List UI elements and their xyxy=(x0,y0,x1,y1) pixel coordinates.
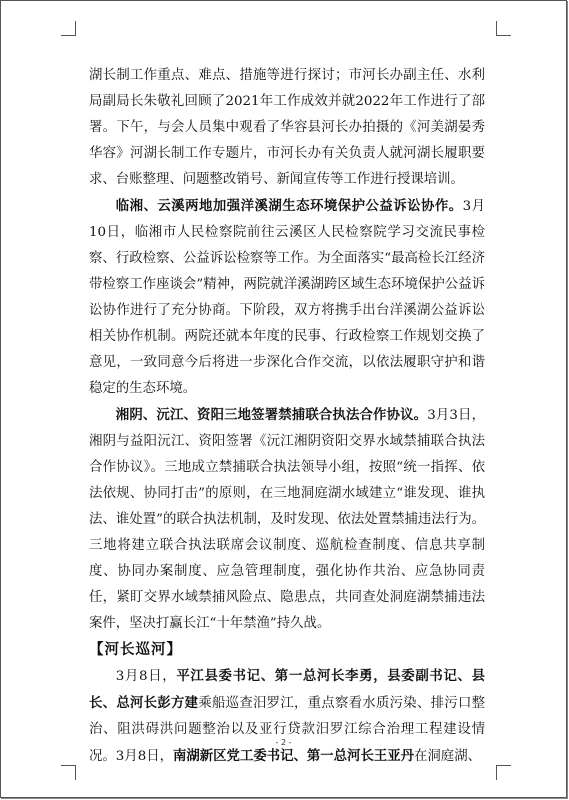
crop-mark-bottom-right xyxy=(496,765,511,780)
section-heading: 【河长巡河】 xyxy=(89,641,182,658)
paragraph-1: 湖长制工作重点、难点、措施等进行探讨；市河长办副主任、水利局副局长朱敬礼回顾了2021年工作成效并就2022年工作进行了部署。下午，与会人员集中观看了华容县河长办拍摄的《河美湖晏秀华容》河湖长制工作专题片，市河长办有关负责人就河湖长履职要求、台账整理、问题整改销号、新闻宣传等工作进行授课培训。 xyxy=(89,68,485,187)
paragraph-4-officials-2: 南湖新区党工委书记、第一总河长王亚丹 xyxy=(173,748,415,764)
paragraph-4-tail: 在洞庭湖、 xyxy=(414,749,481,764)
paragraph-3-body: 3月3日，湘阴与益阳沅江、资阳签署《沅江湘阴资阳交界水域禁捕联合执法合作协议》。三地成立禁捕联合执法领导小组，按照“统一指挥、依法依规、协同打击”的原则，在三地洞庭湖水域建立“谁发现、谁执法、谁处置”的联合执法机制，及时发现、依法处置禁捕违法行为。三地将建立联合执法联席会议制度、巡航检查制度、信息共享制度、协同办案制度、应急管理制度，强化协作共治、应急协同责任，紧盯交界水域禁捕风险点、隐患点，共同查处洞庭湖禁捕违法案件，坚决打赢长江“十年禁渔”持久战。 xyxy=(89,408,485,631)
paragraph-3 xyxy=(89,402,485,637)
paragraph-2 xyxy=(89,193,485,402)
crop-mark-top-right xyxy=(496,21,511,36)
paragraph-2-title: 临湘、云溪两地加强洋溪湖生态环境保护公益诉讼协作。 xyxy=(115,198,463,214)
crop-mark-bottom-left xyxy=(61,765,76,780)
page-number: - 2 - xyxy=(275,738,292,747)
body-text xyxy=(89,63,485,770)
paragraph-4-date: 3月8日， xyxy=(115,669,177,684)
crop-mark-top-left xyxy=(61,21,76,36)
paragraph-4-body: 乘船巡查汨罗江，重点察看水质污染、排污口整治、阻洪碍洪问题整治以及亚行贷款汨罗江综合治理工程建设情况。3月8日， xyxy=(89,696,486,764)
paragraph-3-title: 湘阴、沅江、资阳三地签署禁捕联合执法合作协议。 xyxy=(115,407,428,423)
paragraph-2-body: 3月10日，临湘市人民检察院前往云溪区人民检察院学习交流民事检察、行政检察、公益诉讼检察等工作。为全面落实“最高检长江经济带检察工作座谈会”精神，两院就洋溪湖跨区域生态环境保护公益诉讼协作进行了充分协商。下阶段，双方将携手出台洋溪湖公益诉讼相关协作机制。两院还就本年度的民事、行政检察工作规划交换了意见，一致同意今后将进一步深化合作交流，以依法履职守护和谐稳定的生态环境。 xyxy=(89,199,486,396)
paragraph-4 xyxy=(89,663,485,770)
paragraph-4-officials-1: 平江县委书记、第一总河长李勇，县委副书记、县长、总河长彭方建 xyxy=(89,668,485,711)
